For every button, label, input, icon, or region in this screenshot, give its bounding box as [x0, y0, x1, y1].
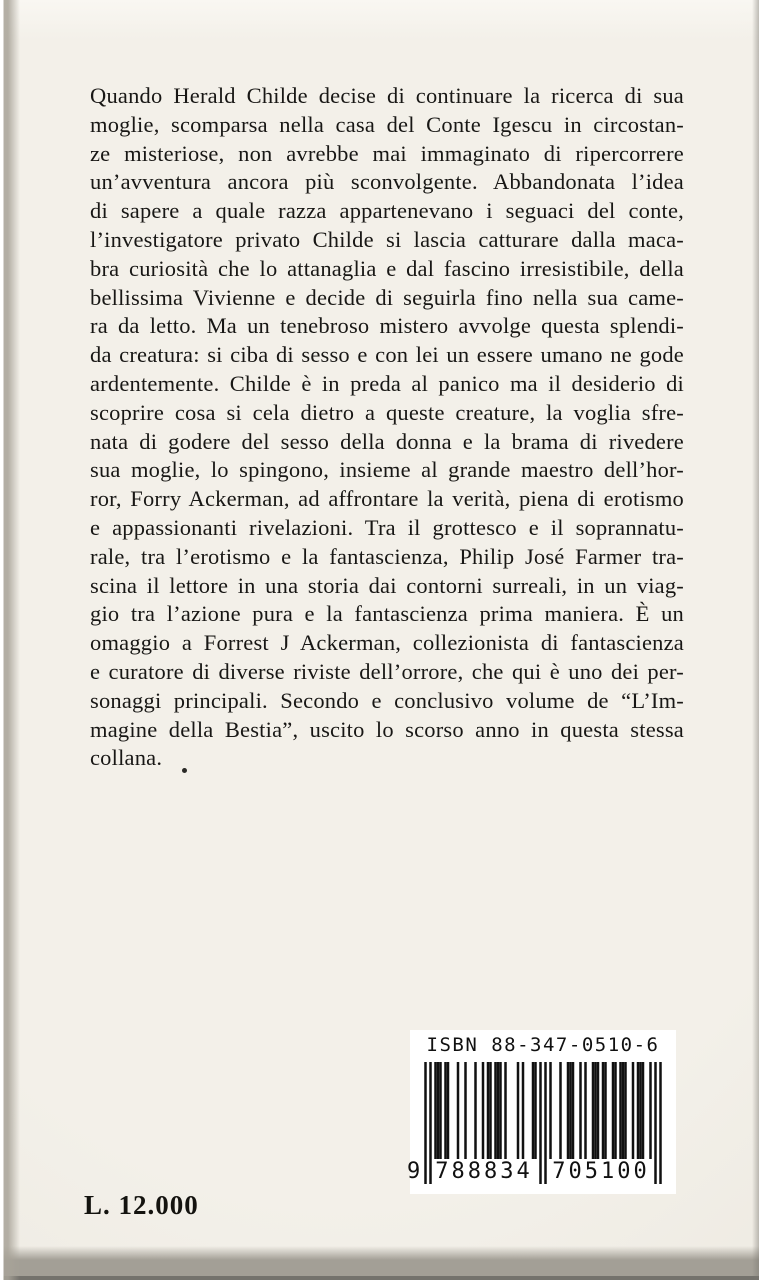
blurb-line: e curatore di diverse riviste dell’orrore, che qui è uno dei per- [90, 658, 684, 684]
blurb-line: ror, Forry Ackerman, ad affrontare la verità, piena di erotismo [90, 486, 684, 512]
barcode-digits [407, 1159, 662, 1184]
blurb-line: Quando Herald Childe decise di continuare la ricerca di sua [90, 83, 684, 108]
ink-speck [182, 768, 187, 773]
barcode [407, 1062, 662, 1184]
blurb-line: bra curiosità che lo attanaglia e dal fascino irresistibile, della [90, 255, 684, 281]
barcode-digit-first: 9 [407, 1159, 421, 1184]
blurb-line: collana. [90, 745, 163, 771]
barcode-digits-right: 705100 [552, 1159, 650, 1184]
blurb-line: rale, tra l’erotismo e la fantascienza, Philip José Farmer tra- [90, 543, 684, 569]
blurb-line: l’investigatore privato Childe si lascia catturare dalla maca- [90, 226, 684, 252]
blurb-line: scoprire cosa si cela dietro a queste creature, la voglia sfre- [90, 399, 684, 425]
blurb-line: di sapere a quale razza appartenevano i seguaci del conte, [90, 198, 684, 224]
blurb-line: moglie, scomparsa nella casa del Conte Igescu in circostan- [90, 111, 684, 137]
price-label: L. 12.000 [84, 1190, 199, 1220]
isbn-label: ISBN 88-347-0510-6 [426, 1034, 660, 1056]
barcode-digits-left: 788834 [435, 1159, 533, 1184]
blurb-line: sonaggi principali. Secondo e conclusivo volume de “L’Im- [90, 687, 684, 713]
blurb-line: ardentemente. Childe è in preda al panico ma il desiderio di [90, 370, 684, 396]
blurb-line: e appassionanti rivelazioni. Tra il grottesco e il soprannatu- [90, 514, 684, 540]
blurb-line: bellissima Vivienne e decide di seguirla fino nella sua came- [90, 284, 684, 310]
blurb-line: omaggio a Forrest J Ackerman, collezionista di fantascienza [90, 630, 684, 656]
barcode-block [407, 1030, 676, 1194]
blurb-line: ze misteriose, non avrebbe mai immaginato di ripercorrere [90, 140, 684, 166]
blurb-line: sua moglie, lo spingono, insieme al grande maestro dell’hor- [90, 457, 684, 483]
blurb-line: gio tra l’azione pura e la fantascienza prima maniera. È un [90, 601, 684, 627]
blurb-line: ra da letto. Ma un tenebroso mistero avvolge questa splendi- [90, 313, 684, 339]
blurb-line: scina il lettore in una storia dai contorni surreali, in un viag- [90, 572, 684, 598]
blurb-text [90, 82, 684, 773]
blurb-line: un’avventura ancora più sconvolgente. Abbandonata l’idea [90, 169, 684, 195]
blurb-line: da creatura: si ciba di sesso e con lei un essere umano ne gode [90, 342, 684, 368]
blurb-line: nata di godere del sesso della donna e la brama di rivedere [90, 428, 684, 454]
blurb-line: magine della Bestia”, uscito lo scorso anno in questa stessa [90, 716, 684, 742]
